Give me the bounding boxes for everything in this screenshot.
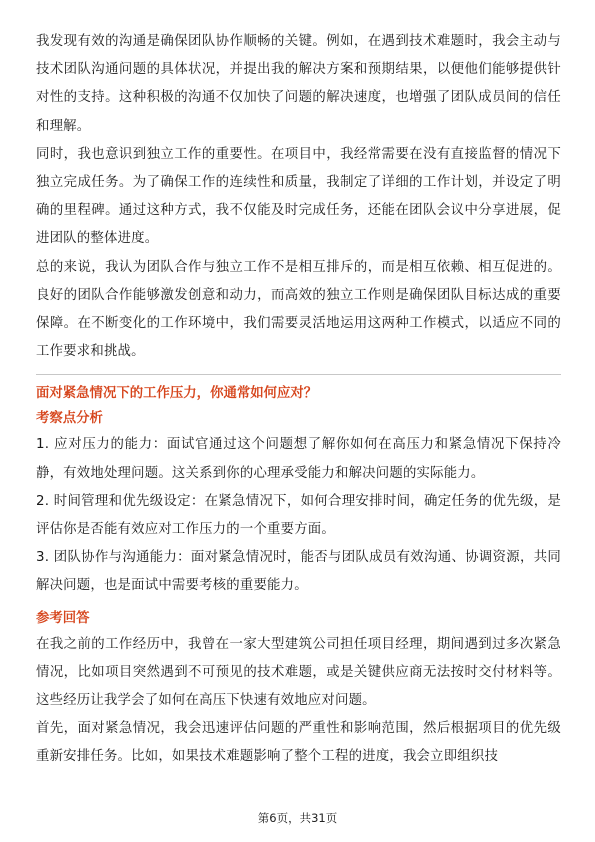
analysis-point: 1. 应对压力的能力：面试官通过这个问题想了解你如何在高压力和紧急情况下保持冷静，有效地处理问题。这关系到你的心理承受能力和解决问题的实际能力。 — [36, 437, 561, 481]
intro-paragraph: 总的来说，我认为团队合作与独立工作不是相互排斥的，而是相互依赖、相互促进的。良好的团队合作能够激发创意和动力，而高效的独立工作则是确保团队目标达成的重要保障。在不断变化的工作环境中，我们需要灵活地运用这两种工作模式，以适应不同的工作要求和挑战。 — [36, 259, 561, 360]
intro-paragraph: 我发现有效的沟通是确保团队协作顺畅的关键。例如，在遇到技术难题时，我会主动与技术团队沟通问题的具体状况，并提出我的解决方案和预期结果，以便他们能够提供针对性的支持。这种积极的沟通不仅加快了问题的解决速度，也增强了团队成员间的信任和理解。 — [36, 34, 561, 134]
analysis-point: 2. 时间管理和优先级设定：在紧急情况下，如何合理安排时间，确定任务的优先级，是评估你是否能有效应对工作压力的一个重要方面。 — [36, 493, 561, 538]
analysis-point: 3. 团队协作与沟通能力：面对紧急情况时，能否与团队成员有效沟通、协调资源，共同解决问题，也是面试中需要考核的重要能力。 — [36, 550, 561, 594]
section-divider — [36, 374, 561, 375]
intro-paragraph: 同时，我也意识到独立工作的重要性。在项目中，我经常需要在没有直接监督的情况下独立完成任务。为了确保工作的连续性和质量，我制定了详细的工作计划，并设定了明确的里程碑。通过这种方式，我不仅能及时完成任务，还能在团队会议中分享进展，促进团队的整体进度。 — [36, 146, 561, 247]
analysis-title: 考察点分析 — [36, 411, 103, 427]
page-footer: 第6页，共31页 — [257, 811, 338, 825]
page-content — [36, 28, 561, 772]
reference-paragraph: 首先，面对紧急情况，我会迅速评估问题的严重性和影响范围，然后根据项目的优先级重新安排任务。比如，如果技术难题影响了整个工程的进度，我会立即组织技 — [36, 721, 561, 765]
question-title: 面对紧急情况下的工作压力，你通常如何应对？ — [36, 386, 318, 402]
reference-title: 参考回答 — [36, 610, 90, 626]
reference-paragraph: 在我之前的工作经历中，我曾在一家大型建筑公司担任项目经理，期间遇到过多次紧急情况，比如项目突然遇到不可预见的技术难题，或是关键供应商无法按时交付材料等。这些经历让我学会了如何在高压下快速有效地应对问题。 — [36, 636, 561, 709]
